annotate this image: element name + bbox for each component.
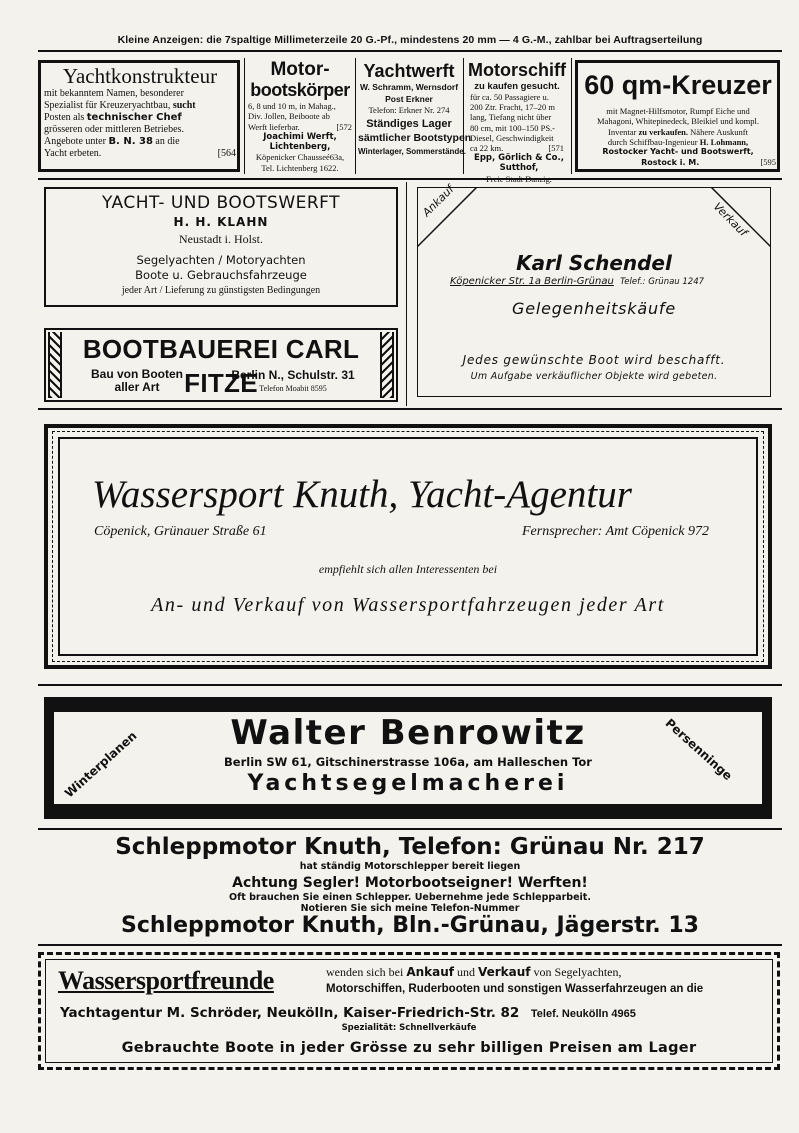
motorboots-title-1: Motor-	[270, 59, 330, 80]
mb-line-7: Tel. Lichtenberg 1622.	[261, 162, 339, 173]
benrowitz-right-diagonal: Persenninge	[662, 716, 735, 784]
schleppmotor-line-5: Notieren Sie sich meine Telefon-Nummer	[300, 903, 520, 914]
schendel-line-2: Um Aufgabe verkäuflicher Objekte wird gebeten.	[470, 371, 718, 382]
yk-line-2b: sucht	[172, 100, 196, 111]
knuth-agentur-phone: Fernsprecher: Amt Cöpenick 972	[522, 524, 710, 539]
fitze-line-3: Telefon Moabit 8595	[259, 384, 327, 393]
knuth-agentur-addr: Cöpenick, Grünauer Straße 61	[94, 524, 267, 539]
yachtwerft-title: Yachtwerft	[363, 61, 455, 81]
schroeder-t1d: Verkauf	[477, 965, 531, 979]
schroeder-stock: Gebrauchte Boote in jeder Grösse zu sehr billigen Preisen am Lager	[121, 1040, 697, 1056]
yk-line-5c: an die	[155, 136, 180, 147]
header-rate-line: Kleine Anzeigen: die 7spaltige Millimeterzeile 20 G.-Pf., mindestens 20 mm — 4 G.-M., zahlbar bei Auftragserteilung	[117, 34, 703, 46]
yk-line-4: grösseren oder mittleren Betriebes.	[44, 124, 184, 135]
ms-line-6a: ca 22 km.	[470, 143, 504, 154]
kr-ref: [595	[760, 157, 776, 168]
mb-line-5: Lichtenberg,	[269, 142, 331, 153]
ms-ref: [571	[548, 143, 564, 154]
yw-line-1: W. Schramm, Wernsdorf	[359, 82, 459, 92]
kr-line-1: mit Magnet-Hilfsmotor, Rumpf Eiche und	[606, 106, 750, 116]
benrowitz-addr: Berlin SW 61, Gitschinerstrasse 106a, am Halleschen Tor	[224, 755, 592, 769]
kr-line-4a: durch Schiffbau-Ingenieur	[607, 136, 698, 147]
motorboots-title-2: bootskörper	[250, 80, 350, 100]
kreuzer-title: 60 qm-Kreuzer	[584, 70, 772, 100]
schendel-slogan: Gelegenheitskäufe	[512, 299, 676, 318]
schroeder-t2: Motorschiffen, Ruderbooten und sonstigen Wasserfahrzeugen an die	[326, 983, 704, 995]
yw-line-3: Telefon: Erkner Nr. 274	[368, 105, 450, 115]
kr-line-3b: zu verkaufen.	[638, 126, 689, 137]
yk-line-3b: technischer Chef	[86, 112, 182, 123]
fitze-line-1a: Bau von Booten	[91, 367, 183, 381]
schroeder-agency: Yachtagentur M. Schröder, Neukölln, Kaiser-Friedrich-Str. 82	[60, 1005, 520, 1021]
yw-line-4: Ständiges Lager	[366, 117, 452, 130]
kr-line-6a: Rostock i. M.	[641, 158, 700, 168]
schroeder-t1a: wenden sich bei	[326, 965, 404, 979]
schendel-name: Karl Schendel	[516, 251, 672, 275]
benrowitz-left-diagonal: Winterplanen	[62, 728, 140, 801]
klahn-line-2: Boote u. Gebrauchsfahrzeuge	[135, 268, 307, 282]
ms-line-9: Freie Stadt Danzig.	[486, 173, 552, 184]
mb-line-3a: Werft lieferbar.	[248, 121, 300, 132]
schleppmotor-line-1: Schleppmotor Knuth, Telefon: Grünau Nr. 217	[115, 834, 705, 860]
ms-line-4: 80 cm, mit 100–150 PS.-	[470, 122, 556, 133]
yk-ref: [564	[217, 148, 236, 159]
motorschiff-title: Motorschiff	[468, 60, 566, 80]
schendel-tel: Telef.: Grünau 1247	[620, 277, 705, 287]
ms-line-7: Epp, Görlich & Co.,	[474, 153, 564, 164]
schroeder-tel: Telef. Neukölln 4965	[530, 1008, 636, 1020]
ms-line-1: für ca. 50 Passagiere u.	[470, 92, 549, 102]
kr-line-2: Mahagoni, Whitepinedeck, Bleikiel und kompl.	[596, 116, 760, 127]
knuth-agentur-title: Wassersport Knuth, Yacht-Agentur	[92, 473, 632, 516]
schroeder-t1e: von Segelyachten,	[533, 965, 622, 979]
yw-line-5: sämtlicher Bootstypen	[358, 131, 472, 144]
schendel-corner-ankauf: Ankauf	[420, 182, 457, 220]
knuth-agentur-line-1: empfiehlt sich allen Interessenten bei	[318, 562, 498, 576]
yk-line-6a: Yacht erbeten.	[44, 148, 102, 159]
schendel-addr: Köpenicker Str. 1a Berlin-Grünau	[450, 276, 614, 287]
klahn-place: Neustadt i. Holst.	[179, 232, 263, 246]
ms-line-5: Diesel, Geschwindigkeit	[470, 132, 554, 143]
yachtkonstrukteur-title: Yachtkonstrukteur	[62, 64, 218, 88]
ad-yachtwerft-schramm	[358, 60, 472, 158]
schleppmotor-line-4: Oft brauchen Sie einen Schlepper. Uebernehme jede Schlepparbeit.	[229, 892, 591, 903]
yk-line-1: mit bekanntem Namen, besonderer	[44, 88, 184, 99]
schleppmotor-line-2: hat ständig Motorschlepper bereit liegen	[299, 861, 521, 872]
mb-line-6: Köpenicker Chausseé63a,	[255, 152, 345, 163]
schleppmotor-line-3: Achtung Segler! Motorbootseigner! Werften!	[232, 875, 588, 891]
benrowitz-name: Walter Benrowitz	[230, 713, 586, 753]
schroeder-t1b: Ankauf	[406, 965, 454, 979]
mb-line-1: 6, 8 und 10 m, in Mahag.,	[248, 101, 336, 111]
ms-line-8: Sutthof,	[499, 163, 539, 174]
klahn-name: H. H. KLAHN	[173, 215, 269, 229]
kr-line-4b: H. Lohmann,	[699, 136, 749, 147]
mb-ref: [572	[336, 121, 352, 132]
fitze-ornament-right	[380, 332, 394, 398]
yw-line-2: Post Erkner	[385, 93, 433, 104]
schendel-line-1: Jedes gewünschte Boot wird beschafft.	[462, 353, 726, 367]
ms-line-3: lang, Tiefang nicht über	[470, 112, 552, 123]
kr-line-5: Rostocker Yacht- und Bootswerft,	[602, 147, 754, 157]
knuth-agentur-line-2: An- und Verkauf von Wassersportfahrzeugen jeder Art	[151, 594, 665, 616]
klahn-line-3: jeder Art / Lieferung zu günstigsten Bedingungen	[121, 285, 321, 296]
fitze-title: BOOTBAUEREI CARL FITZE	[82, 334, 360, 398]
ms-line-2: 200 Ztr. Fracht, 17–20 m	[470, 102, 555, 113]
yk-code: B. N. 38	[108, 136, 153, 147]
schroeder-specialty: Spezialität: Schnellverkäufe	[341, 1023, 477, 1033]
yk-line-2a: Spezialist für Kreuzeryachtbau,	[44, 100, 171, 111]
benrowitz-trade: Yachtsegelmacherei	[247, 771, 569, 796]
schleppmotor-line-6: Schleppmotor Knuth, Bln.-Grünau, Jägerstr. 13	[121, 913, 699, 938]
yk-line-3a: Posten als	[44, 112, 85, 123]
mb-line-2: Div. Jollen, Beiboote ab	[248, 111, 330, 122]
kr-line-3c: Nähere Auskunft	[690, 126, 748, 137]
klahn-line-1: Segelyachten / Motoryachten	[136, 253, 306, 267]
ad-motorschiff	[466, 60, 568, 184]
kr-line-3a: Inventar	[607, 126, 637, 137]
yk-line-5a: Angebote unter	[44, 136, 106, 147]
ad-motorbootskoerper	[248, 60, 352, 173]
schroeder-title: Wassersportfreunde	[58, 966, 274, 995]
fitze-ornament-left	[48, 332, 62, 398]
schendel-corner-verkauf: Verkauf	[710, 200, 750, 239]
mb-line-4: Joachimi Werft,	[263, 131, 337, 142]
schroeder-t1c: und	[456, 965, 475, 979]
yw-line-6: Winterlager, Sommerstände.	[358, 146, 466, 156]
motorschiff-sub: zu kaufen gesucht.	[474, 81, 560, 92]
klahn-title: YACHT- UND BOOTSWERFT	[101, 193, 341, 213]
fitze-line-1b: aller Art	[114, 380, 160, 394]
fitze-line-2: Berlin N., Schulstr. 31	[231, 368, 355, 382]
